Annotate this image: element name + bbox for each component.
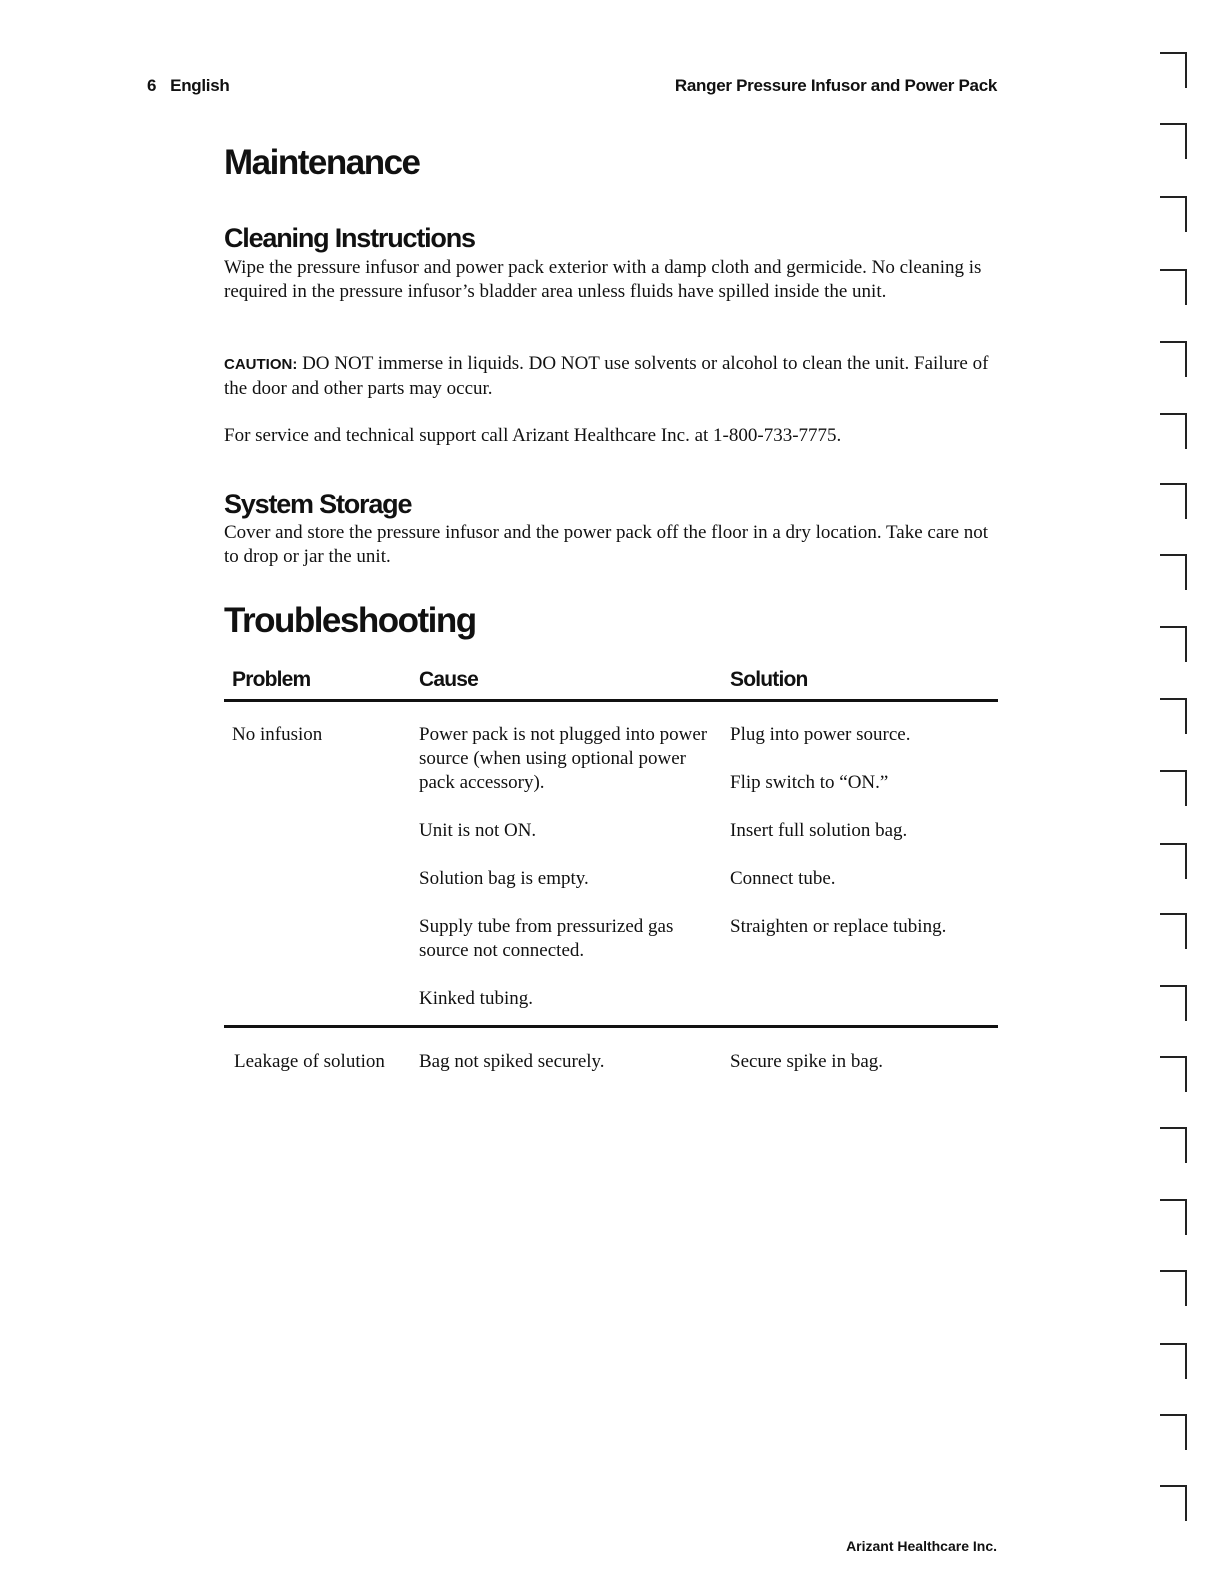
caution-text: DO NOT immerse in liquids. DO NOT use solvents or alcohol to clean the unit. Failure of the door and other parts may occur. (224, 353, 989, 399)
solution-item: Flip switch to “ON.” (730, 772, 889, 793)
caution-label: CAUTION: (224, 356, 298, 373)
binder-mark (1160, 1270, 1187, 1306)
column-header-cause: Cause (419, 668, 479, 691)
solution-item: Secure spike in bag. (730, 1051, 884, 1072)
binder-mark (1160, 770, 1187, 806)
cause-item: Kinked tubing. (419, 988, 533, 1009)
problem-leakage: Leakage of solution (234, 1051, 385, 1072)
cause-item: Supply tube from pressurized gas source not connected. (419, 916, 674, 961)
binder-mark (1160, 123, 1187, 159)
binder-mark (1160, 554, 1187, 590)
binder-mark (1160, 698, 1187, 734)
binder-mark (1160, 1127, 1187, 1163)
solution-item: Connect tube. (730, 868, 836, 889)
document-title: Ranger Pressure Infusor and Power Pack (674, 76, 997, 95)
cause-item: Power pack is not plugged into power source (when using optional power pack accessory). (419, 724, 708, 793)
binder-mark (1160, 1343, 1187, 1379)
cleaning-instructions-text: Wipe the pressure infusor and power pack exterior with a damp cloth and germicide. No cleaning is required in the pressure infusor’s bladder area unless fluids have spilled inside the unit. (224, 257, 982, 302)
page-number: 6 (147, 76, 157, 95)
solution-item: Plug into power source. (730, 724, 911, 745)
column-header-problem: Problem (232, 668, 311, 691)
footer-company: Arizant Healthcare Inc. (846, 1538, 997, 1554)
table-header-rule (224, 699, 998, 702)
column-header-solution: Solution (730, 668, 808, 691)
binder-mark (1160, 269, 1187, 305)
binder-mark (1160, 843, 1187, 879)
binder-mark (1160, 341, 1187, 377)
binder-mark (1160, 52, 1187, 88)
solution-item: Insert full solution bag. (730, 820, 908, 841)
system-storage-heading: System Storage (224, 489, 412, 519)
solution-item: Straighten or replace tubing. (730, 916, 947, 937)
binder-mark (1160, 1485, 1187, 1521)
problem-no-infusion: No infusion (232, 724, 323, 745)
binder-mark (1160, 985, 1187, 1021)
binder-mark (1160, 626, 1187, 662)
binder-mark (1160, 483, 1187, 519)
caution-paragraph (224, 352, 998, 401)
binder-mark (1160, 913, 1187, 949)
binder-mark (1160, 1056, 1187, 1092)
binder-mark (1160, 1199, 1187, 1235)
service-support-text: For service and technical support call Arizant Healthcare Inc. at 1-800-733-7775. (224, 425, 842, 446)
page-header-left (147, 76, 229, 96)
cause-item: Unit is not ON. (419, 820, 537, 841)
language-label: English (170, 76, 230, 95)
troubleshooting-heading: Troubleshooting (224, 601, 476, 640)
cause-item: Bag not spiked securely. (419, 1051, 605, 1072)
binder-mark (1160, 1414, 1187, 1450)
binder-mark (1160, 196, 1187, 232)
binder-mark (1160, 413, 1187, 449)
system-storage-text: Cover and store the pressure infusor and the power pack off the floor in a dry location. Take care not to drop or jar the unit. (224, 522, 989, 567)
maintenance-heading: Maintenance (224, 143, 420, 182)
cleaning-instructions-heading: Cleaning Instructions (224, 223, 475, 253)
table-row-rule (224, 1025, 998, 1028)
cause-item: Solution bag is empty. (419, 868, 589, 889)
